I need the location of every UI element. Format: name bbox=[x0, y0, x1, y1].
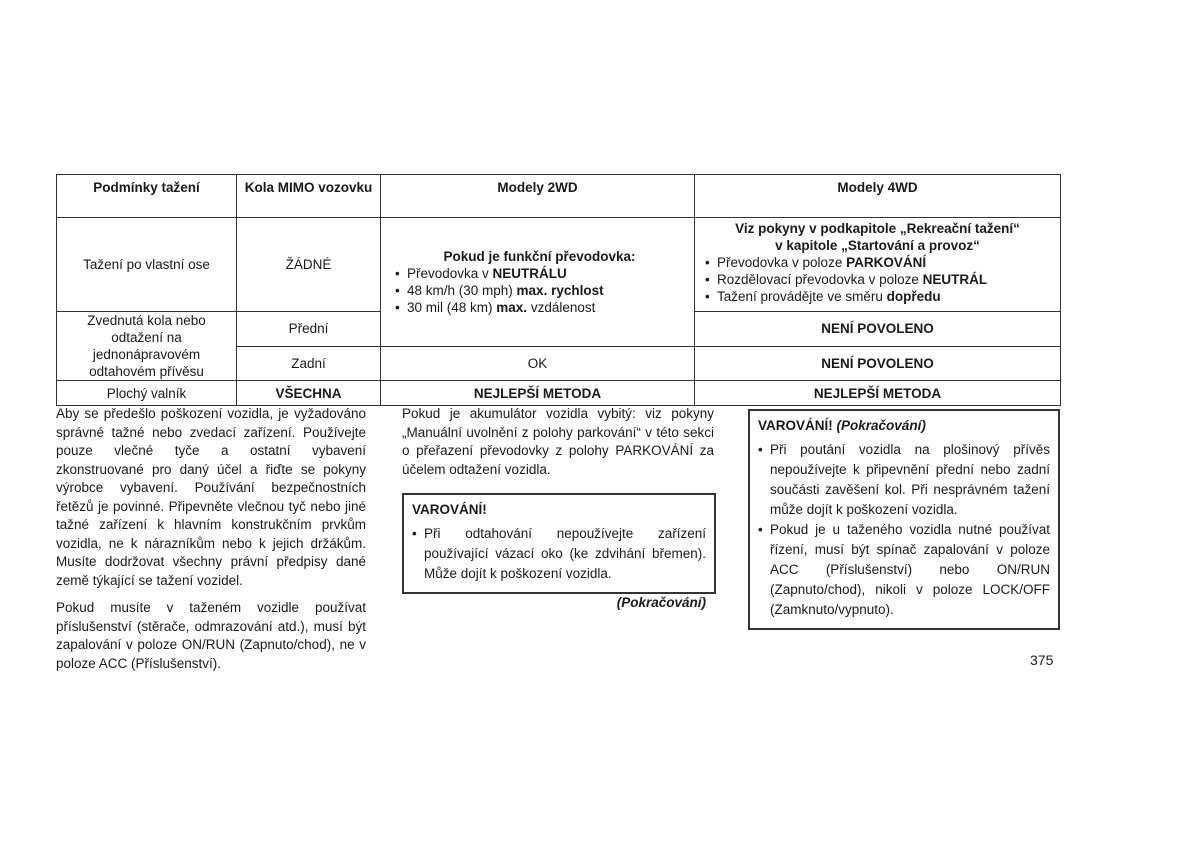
list-item: • Pokud je u taženého vozidla nutné používat řízení, musí být spínač zapalování v poloze ACC (Příslušenství) nebo ON/RUN (Zapnuto/chod), nikoli v poloze LOCK/OFF (Zamknuto/vypnuto). bbox=[758, 520, 1050, 620]
list-item: • Při poutání vozidla na plošinový přívěs nepoužívejte k připevnění přední nebo zadní součásti zavěšení kol. Při nesprávném tažení může dojít k poškození vozidla. bbox=[758, 440, 1050, 520]
fourwd-head-1: Viz pokyny v podkapitole „Rekreační tažení“ bbox=[735, 221, 1020, 236]
fourwd-list bbox=[701, 254, 1054, 305]
list-item: • Při odtahování nepoužívejte zařízení používající vázací oko (ke zdvihání břemen). Může dojít k poškození vozidla. bbox=[412, 524, 706, 584]
table-header-row bbox=[57, 175, 1061, 218]
wheels-all: VŠECHNA bbox=[237, 381, 381, 406]
header-wheels-off: Kola MIMO vozovku bbox=[237, 175, 381, 218]
warning-box bbox=[402, 493, 716, 594]
paragraph: Pokud musíte v taženém vozidle používat příslušenství (stěrače, odmrazování atd.), musí být zapalování v poloze ON/RUN (Zapnuto/chod), ne v poloze ACC (Příslušenství). bbox=[56, 600, 366, 671]
twowd-head: Pokud je funkční převodovka: bbox=[443, 248, 636, 264]
item-bold: max. rychlost bbox=[516, 282, 604, 298]
fourwd-flatbed: NEJLEPŠÍ METODA bbox=[695, 381, 1061, 406]
twowd-flatbed: NEJLEPŠÍ METODA bbox=[381, 381, 695, 406]
list-item bbox=[701, 271, 1054, 288]
warning-title-text: VAROVÁNÍ! bbox=[758, 418, 833, 433]
paragraph: Aby se předešlo poškození vozidla, je vyžadováno správné tažné nebo zvedací zařízení. Používejte pouze vlečné tyče a ostatní vybavení zkonstruované pro daný účel a řiďte se pokyny výrobce vybavení. Používání bezpečnostních řetězů je povinné. Připevněte vlečnou tyč nebo jiné tažné zařízení k hlavním konstrukčním prvkům vozidla, ne k nárazníkům nebo k jejich držákům. Musíte dodržovat všechny právní předpisy dané země týkající se tažení vozidel. bbox=[56, 406, 366, 588]
towing-table bbox=[56, 174, 1061, 406]
cond-wheel-lift: Zvednutá kola nebo odtažení na jednonápravovém odtahovém přívěsu bbox=[57, 312, 237, 381]
list-item bbox=[701, 288, 1054, 305]
wheels-none: ŽÁDNÉ bbox=[237, 218, 381, 312]
list-item bbox=[701, 254, 1054, 271]
table-row bbox=[57, 381, 1061, 406]
item-text: 30 mil (48 km) bbox=[407, 299, 497, 315]
twowd-list bbox=[391, 265, 688, 316]
header-4wd: Modely 4WD bbox=[695, 175, 1061, 218]
fourwd-flat-tow-cell bbox=[695, 218, 1061, 312]
continued-label: (Pokračování) bbox=[616, 595, 706, 610]
item-bold: max. bbox=[496, 299, 528, 315]
page-number: 375 bbox=[1030, 652, 1054, 668]
item-text: Tažení provádějte ve směru bbox=[717, 289, 887, 304]
warning-title bbox=[758, 417, 1050, 436]
item-text: vzdálenost bbox=[527, 299, 596, 315]
twowd-flat-tow-cell bbox=[381, 218, 695, 347]
warning-list bbox=[758, 440, 1050, 620]
item-text: 48 km/h (30 mph) bbox=[407, 282, 517, 298]
list-item bbox=[391, 282, 688, 299]
item-text: Rozdělovací převodovka v poloze bbox=[717, 272, 923, 287]
cond-flatbed: Plochý valník bbox=[57, 381, 237, 406]
list-item bbox=[391, 299, 688, 316]
table-row bbox=[57, 218, 1061, 312]
twowd-rear: OK bbox=[381, 346, 695, 381]
left-column bbox=[56, 405, 366, 682]
header-conditions: Podmínky tažení bbox=[57, 175, 237, 218]
item-bold: NEUTRÁL bbox=[922, 272, 988, 287]
paragraph: Pokud je akumulátor vozidla vybitý: viz pokyny „Manuální uvolnění z polohy parkování“ v této sekci o přeřazení převodovky z polohy PARKOVÁNÍ za účelem odtažení vozidla. bbox=[402, 406, 714, 477]
header-2wd: Modely 2WD bbox=[381, 175, 695, 218]
item-bold: NEUTRÁLU bbox=[492, 265, 567, 281]
fourwd-head-2: v kapitole „Startování a provoz“ bbox=[775, 238, 980, 253]
list-item bbox=[391, 265, 688, 282]
warning-title: VAROVÁNÍ! bbox=[412, 502, 487, 517]
wheels-rear: Zadní bbox=[237, 346, 381, 381]
warning-list bbox=[412, 524, 706, 584]
item-bold: dopředu bbox=[886, 289, 941, 304]
item-text: Převodovka v bbox=[407, 265, 493, 281]
cond-flat-tow: Tažení po vlastní ose bbox=[57, 218, 237, 312]
item-text: Převodovka v poloze bbox=[717, 255, 847, 270]
fourwd-front: NENÍ POVOLENO bbox=[695, 312, 1061, 347]
middle-column bbox=[402, 405, 714, 488]
fourwd-rear: NENÍ POVOLENO bbox=[695, 346, 1061, 381]
warning-box-continued bbox=[748, 409, 1060, 630]
wheels-front: Přední bbox=[237, 312, 381, 347]
item-bold: PARKOVÁNÍ bbox=[846, 255, 927, 270]
warning-title-continued: (Pokračování) bbox=[836, 418, 926, 433]
